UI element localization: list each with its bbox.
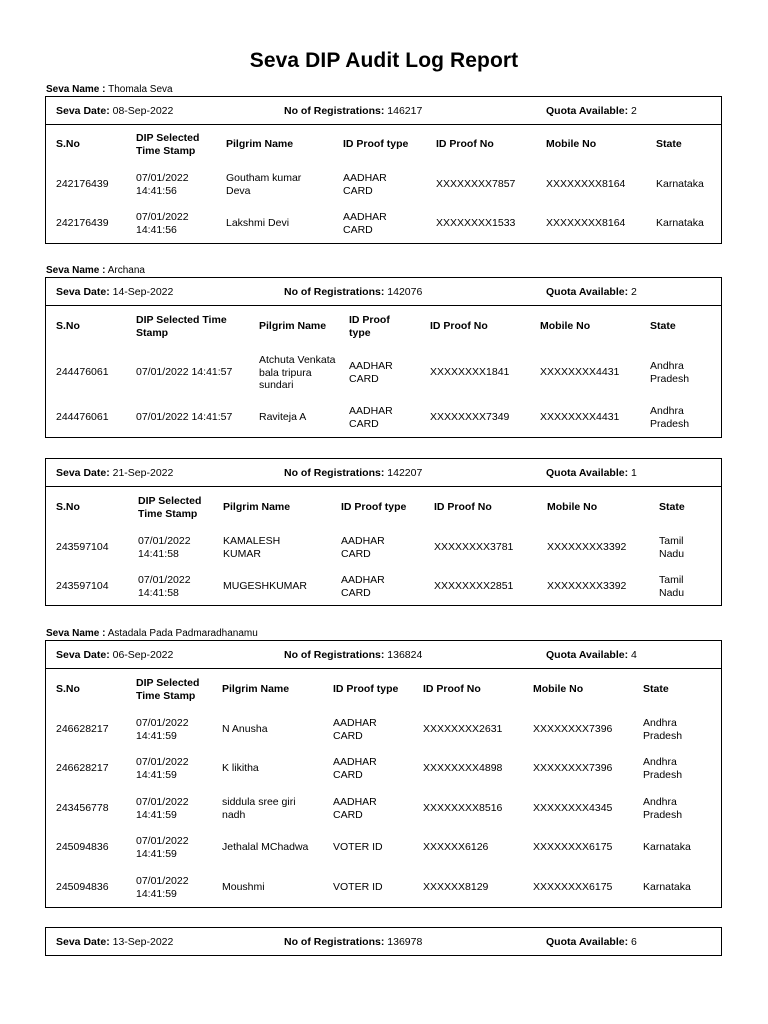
seva-summary (46, 641, 721, 669)
col-header-mobile-no: Mobile No (546, 138, 597, 150)
table-cell: 07/01/2022 14:41:58 (138, 574, 191, 599)
table-cell: KAMALESH KUMAR (223, 535, 281, 560)
table-cell: N Anusha (222, 723, 268, 735)
seva-table (45, 277, 722, 438)
seva-date: Seva Date: 08-Sep-2022 (56, 105, 174, 117)
table-cell: AADHAR CARD (349, 360, 393, 385)
seva-date: Seva Date: 14-Sep-2022 (56, 286, 174, 298)
seva-name-line (46, 628, 258, 639)
table-cell: 242176439 (56, 217, 109, 229)
table-cell: Lakshmi Devi (226, 217, 290, 229)
table-cell: 246628217 (56, 762, 109, 774)
table-cell: XXXXXXXX4431 (540, 411, 620, 423)
table-cell: VOTER ID (333, 881, 383, 893)
col-header-sno: S.No (56, 683, 80, 695)
table-cell: 07/01/2022 14:41:59 (136, 796, 189, 821)
col-header-id-proof-no: ID Proof No (436, 138, 494, 150)
col-header-state: State (650, 320, 676, 332)
table-cell: XXXXXX8129 (423, 881, 489, 893)
table-cell: XXXXXXXX6175 (533, 841, 613, 853)
registrations: No of Registrations: 142207 (284, 467, 423, 479)
table-cell: XXXXXXXX7349 (430, 411, 510, 423)
table-cell: Atchuta Venkata bala tripura sundari (259, 354, 336, 391)
table-cell: XXXXXXXX8164 (546, 217, 626, 229)
table-cell: AADHAR CARD (333, 796, 377, 821)
table-cell: 07/01/2022 14:41:56 (136, 172, 189, 197)
table-cell: XXXXXXXX7857 (436, 178, 516, 190)
seva-table (45, 458, 722, 606)
seva-date: Seva Date: 06-Sep-2022 (56, 649, 174, 661)
table-cell: Tamil Nadu (659, 574, 685, 599)
table-cell: 242176439 (56, 178, 109, 190)
table-cell: 243597104 (56, 580, 109, 592)
seva-table (45, 640, 722, 908)
col-header-mobile-no: Mobile No (540, 320, 591, 332)
table-cell: AADHAR CARD (343, 172, 387, 197)
table-cell: AADHAR CARD (333, 756, 377, 781)
table-cell: 246628217 (56, 723, 109, 735)
table-cell: 243456778 (56, 802, 109, 814)
registrations: No of Registrations: 136824 (284, 649, 423, 661)
table-cell: XXXXXXXX8164 (546, 178, 626, 190)
table-cell: 244476061 (56, 366, 109, 378)
col-header-timestamp: DIP Selected Time Stamp (136, 132, 200, 157)
table-cell: 244476061 (56, 411, 109, 423)
table-cell: XXXXXXXX7396 (533, 762, 613, 774)
seva-name-line (46, 265, 145, 276)
table-cell: Andhra Pradesh (643, 717, 683, 742)
table-cell: 07/01/2022 14:41:59 (136, 875, 189, 900)
table-cell: 07/01/2022 14:41:58 (138, 535, 191, 560)
quota-available: Quota Available: 4 (546, 649, 637, 661)
table-cell: XXXXXXXX3392 (547, 541, 627, 553)
col-header-sno: S.No (56, 138, 80, 150)
seva-name-line (46, 84, 173, 95)
table-cell: MUGESHKUMAR (223, 580, 308, 592)
col-header-pilgrim-name: Pilgrim Name (223, 501, 291, 513)
col-header-id-proof-no: ID Proof No (430, 320, 488, 332)
seva-summary (46, 97, 721, 125)
table-cell: 07/01/2022 14:41:57 (136, 366, 233, 378)
table-cell: K likitha (222, 762, 259, 774)
seva-date: Seva Date: 13-Sep-2022 (56, 936, 174, 948)
table-cell: Jethalal MChadwa (222, 841, 309, 853)
col-header-id-proof-type: ID Proof type (349, 314, 390, 339)
table-cell: 07/01/2022 14:41:56 (136, 211, 189, 236)
table-cell: XXXXXXXX4898 (423, 762, 503, 774)
col-header-timestamp: DIP Selected Time Stamp (136, 314, 227, 339)
col-header-state: State (656, 138, 682, 150)
quota-available: Quota Available: 2 (546, 286, 637, 298)
table-cell: XXXXXXXX2851 (434, 580, 514, 592)
col-header-sno: S.No (56, 320, 80, 332)
col-header-mobile-no: Mobile No (547, 501, 598, 513)
table-cell: VOTER ID (333, 841, 383, 853)
table-cell: AADHAR CARD (343, 211, 387, 236)
seva-name-value: Thomala Seva (108, 84, 173, 95)
table-cell: XXXXXXXX4431 (540, 366, 620, 378)
table-cell: 245094836 (56, 881, 109, 893)
col-header-sno: S.No (56, 501, 80, 513)
seva-name-label: Seva Name : (46, 628, 106, 639)
col-header-state: State (643, 683, 669, 695)
table-cell: Moushmi (222, 881, 265, 893)
page-title: Seva DIP Audit Log Report (249, 49, 519, 72)
col-header-pilgrim-name: Pilgrim Name (222, 683, 290, 695)
table-cell: Goutham kumar Deva (226, 172, 302, 197)
table-cell: XXXXXXXX4345 (533, 802, 613, 814)
seva-summary (46, 459, 721, 487)
col-header-mobile-no: Mobile No (533, 683, 584, 695)
col-header-id-proof-type: ID Proof type (343, 138, 409, 150)
table-cell: Karnataka (656, 178, 704, 190)
table-cell: XXXXXXXX8516 (423, 802, 503, 814)
seva-summary (46, 278, 721, 306)
col-header-id-proof-type: ID Proof type (341, 501, 407, 513)
table-cell: XXXXXXXX7396 (533, 723, 613, 735)
table-cell: 07/01/2022 14:41:59 (136, 717, 189, 742)
col-header-state: State (659, 501, 685, 513)
table-cell: AADHAR CARD (341, 535, 385, 560)
table-cell: XXXXXXXX3781 (434, 541, 514, 553)
registrations: No of Registrations: 136978 (284, 936, 423, 948)
table-cell: siddula sree giri nadh (222, 796, 296, 821)
seva-name-label: Seva Name : (46, 84, 106, 95)
seva-date: Seva Date: 21-Sep-2022 (56, 467, 174, 479)
seva-name-value: Astadala Pada Padmaradhanamu (107, 628, 258, 639)
seva-table (45, 96, 722, 244)
table-cell: 245094836 (56, 841, 109, 853)
table-cell: XXXXXXXX1841 (430, 366, 510, 378)
col-header-id-proof-type: ID Proof type (333, 683, 399, 695)
quota-available: Quota Available: 6 (546, 936, 637, 948)
table-cell: Karnataka (643, 881, 691, 893)
col-header-timestamp: DIP Selected Time Stamp (136, 677, 200, 702)
table-cell: XXXXXXXX6175 (533, 881, 613, 893)
seva-summary (46, 928, 721, 956)
registrations: No of Registrations: 142076 (284, 286, 423, 298)
col-header-timestamp: DIP Selected Time Stamp (138, 495, 202, 520)
table-cell: XXXXXX6126 (423, 841, 489, 853)
table-cell: Andhra Pradesh (643, 796, 683, 821)
table-cell: Andhra Pradesh (650, 405, 690, 430)
table-cell: Andhra Pradesh (643, 756, 683, 781)
table-cell: 243597104 (56, 541, 109, 553)
table-cell: AADHAR CARD (333, 717, 377, 742)
table-cell: 07/01/2022 14:41:57 (136, 411, 233, 423)
table-cell: Tamil Nadu (659, 535, 685, 560)
table-cell: Andhra Pradesh (650, 360, 690, 385)
registrations: No of Registrations: 146217 (284, 105, 423, 117)
quota-available: Quota Available: 1 (546, 467, 637, 479)
table-cell: XXXXXXXX3392 (547, 580, 627, 592)
seva-name-value: Archana (107, 265, 145, 276)
col-header-id-proof-no: ID Proof No (423, 683, 481, 695)
table-cell: Karnataka (643, 841, 691, 853)
seva-table (45, 927, 722, 956)
table-cell: AADHAR CARD (341, 574, 385, 599)
col-header-id-proof-no: ID Proof No (434, 501, 492, 513)
seva-name-label: Seva Name : (46, 265, 106, 276)
table-cell: 07/01/2022 14:41:59 (136, 756, 189, 781)
table-cell: Karnataka (656, 217, 704, 229)
col-header-pilgrim-name: Pilgrim Name (259, 320, 327, 332)
col-header-pilgrim-name: Pilgrim Name (226, 138, 294, 150)
table-cell: 07/01/2022 14:41:59 (136, 835, 189, 860)
table-cell: XXXXXXXX1533 (436, 217, 516, 229)
table-cell: Raviteja A (259, 411, 307, 423)
table-cell: AADHAR CARD (349, 405, 393, 430)
table-cell: XXXXXXXX2631 (423, 723, 503, 735)
quota-available: Quota Available: 2 (546, 105, 637, 117)
